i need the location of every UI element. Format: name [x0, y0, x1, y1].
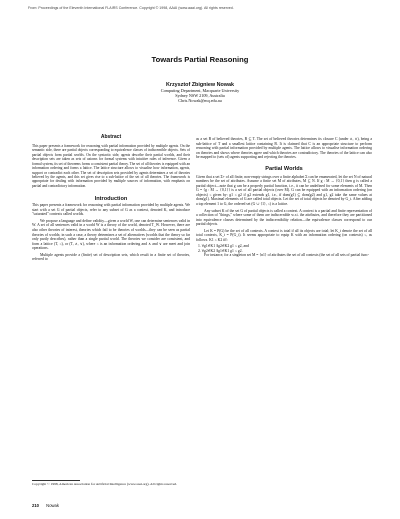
partial-worlds-paragraph-1: Given that a set Σ+ of all finite, non-empty strings over a finite alphabet Σ can be enumerated, let the set N of natural numbers be the set of attributes. Assume a finite set M of attributes, M ⊆ N. If g : M → {0,1} then g is called a partial object—note that g can be a properly partial function, i.e., it can be undefined for some elements of M. Then G = {g : M → {0,1}} is a set of all partial objects (over M). G can be equipped with an information ordering (on objects) ≤ given by: g1 ≤ g2 if g2 extends g1, i.e., if dom(g1) ⊆ dom(g2) and g1, g2 take the same values at dom(g1). Maximal elements of G are called total objects. Let the set of total objects be denoted by G_t. After adding a top element 1 to G, the ordered set (G ∪ {1}, ≤) is a lattice.: [196, 174, 372, 207]
intro-paragraph-2: We propose a language and define validity—given a world W, one can determine sentences valid in W. A set of all sentences valid in a world W is a theory of the world, denoted T_W. However, there are also other theories of interest, theories which fail to be theories of worlds—they can be seen as partial theories of worlds; in such a case, a theory determines a set of alternatives (worlds that the theory so far only partly describes), rather than a single partial world. The theories we consider are consistent, and form a lattice (T, ≤), or (T, ∧, ∨), where ≤ is an information ordering and ∧ and ∨ are meet and join operations.: [32, 218, 190, 251]
page-footer: [32, 503, 59, 508]
partial-worlds-paragraph-4: For instance, for a singleton set M = {n1} of attributes the set of all contexts (the set of all sets of partial func-: [204, 253, 370, 258]
abstract-text: This paper presents a framework for reasoning with partial information provided by multiple agents. On the semantic side, there are partial objects corresponding to equivalence classes of indiscernible objects. Sets of partial objects form partial worlds. On the syntactic side, agents describe their partial worlds, and their description sets are taken as sets of axioms for formal systems with intuitive rules of inference. Given a formal system, its set of theorems forms a consistent partial theory. The set of all theories is equipped with an information ordering and forms a lattice. The lattice structure allows to visualise how information, agents, support or contradict each other. The set of description sets provided by agents determines a set of theories believed by the agents, and this set gives rise to a sub-lattice of the set of all theories. The framework is appropriate for dealing with information provided by multiple sources of information, with emphasis on partial and contradictory information.: [32, 144, 190, 188]
author-city: Sydney NSW 2109, Australia: [175, 93, 225, 99]
running-author: Nowak: [46, 503, 59, 508]
author-block: [0, 82, 400, 103]
abstract-heading: Abstract: [100, 134, 122, 140]
proceedings-header: From: Proceedings of the Eleventh International FLAIRS Conference. Copyright © 1998, AAAI (www.aaai.org). All rights reserved.: [28, 6, 234, 10]
continuation-paragraph: as a set B of believed theories, B ⊆ T. The set of believed theories determines its closure C (under ∧, ∨), being a sub-lattice of T and a smallest lattice containing B. It is claimed that C is an appropriate structure to perform reasoning with partial information provided by multiple agents. The lattice allows to visualise information ordering on theories and shows where theories agree and which theories are contradictory. The theories of the lattice can also be mapped to (sets of) agents supporting and rejecting the theories.: [196, 137, 372, 160]
copyright-note: Copyright © 1998, American Association for Artificial Intelligence (www.aaai.org). All rights reserved.: [32, 482, 178, 486]
condition-2: 2. ∀g2∈K2 ∃g1∈K1 g1 ≤ g2.: [198, 248, 243, 253]
intro-paragraph-1: This paper presents a framework for reasoning with partial information provided by multiple agents. We start with a set G of partial objects, refer to any subset of G as a context, denoted K, and introduce "saturated" contexts called worlds.: [32, 203, 190, 217]
partial-worlds-paragraph-3: Let K = P(G) be the set of all contexts. A context is total if all its objects are total; let K_t denote the set of all total contexts, K_t = P(G_t). It seems appropriate to equip K with an information ordering (on contexts) ≤, as follows. K1 ≤ K2 iff:: [196, 228, 372, 242]
author-name: Krzysztof Zbigniew Nowak: [166, 82, 234, 88]
footnote-rule: [32, 480, 80, 481]
paper-title: Towards Partial Reasoning: [151, 55, 249, 64]
author-department: Computing Department, Macquarie University: [160, 88, 240, 93]
partial-worlds-paragraph-2: Any subset K of the set G of partial objects is called a context. A context is a partial and finite representation of a collection of "things," where some of them are indiscernible w.r.t. the attributes, and therefore they are partitioned into equivalence classes determined by the indiscernibility relation—the equivalence classes correspond to our partial objects.: [196, 208, 372, 227]
intro-paragraph-3: Multiple agents provide a (finite) set of description sets, which result in a finite set of theories, referred to: [32, 252, 190, 262]
right-column: [196, 137, 372, 260]
author-email: Chris.Nowak@mq.edu.au: [178, 98, 222, 104]
condition-1: 1. ∀g1∈K1 ∃g2∈K2 g1 ≤ g2, and: [198, 244, 249, 249]
partial-worlds-heading: Partial Worlds: [265, 165, 303, 172]
ordering-conditions: [196, 244, 372, 253]
left-column: [32, 134, 190, 264]
page-number: 210: [32, 503, 39, 508]
introduction-heading: Introduction: [94, 196, 128, 203]
